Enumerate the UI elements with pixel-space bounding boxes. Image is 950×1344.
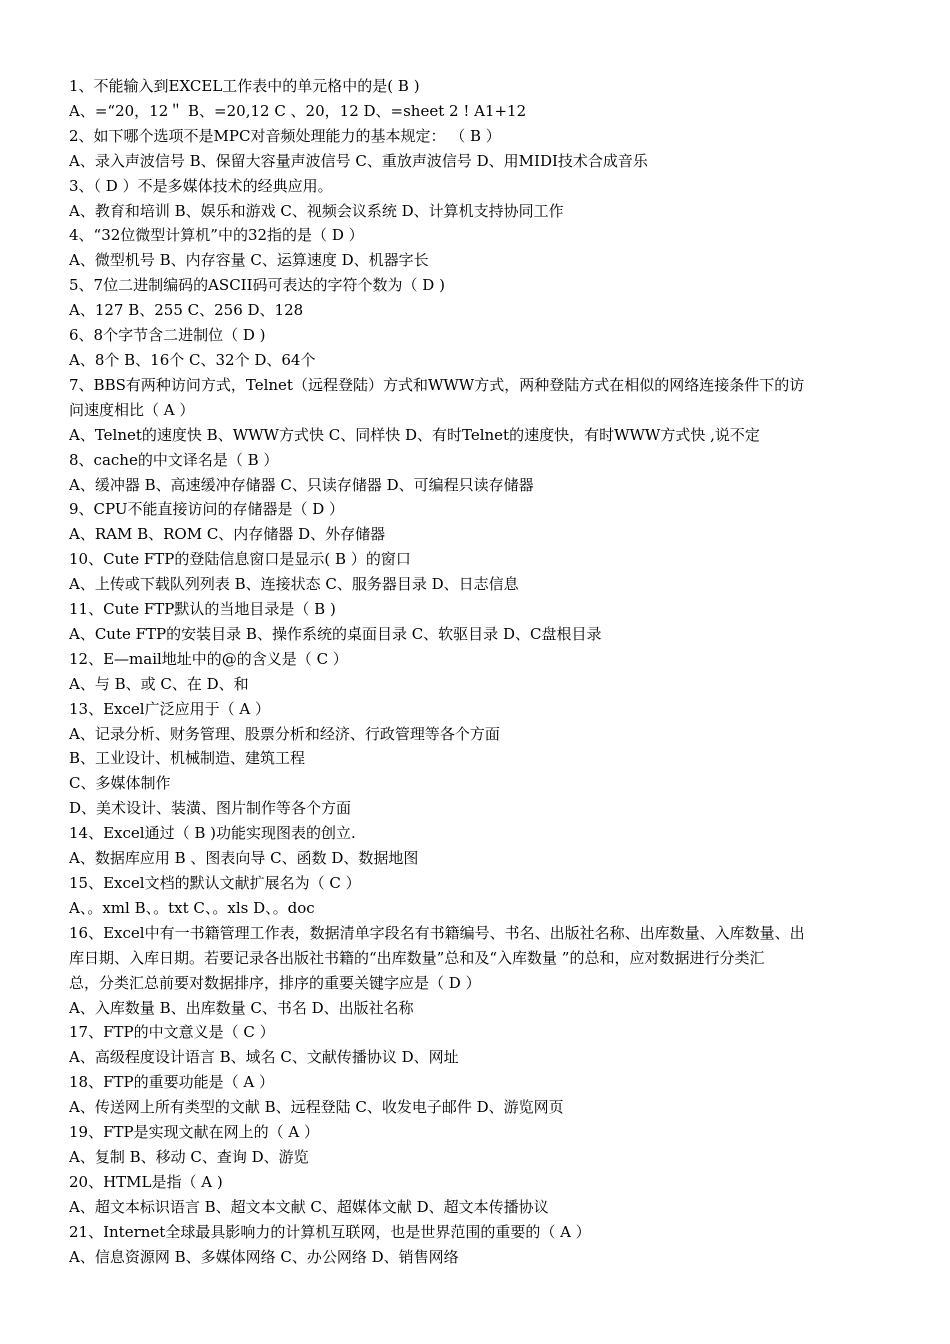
option-13-c: C、多媒体制作 [69, 774, 171, 793]
question-12: 12、E—mail地址中的@的含义是（ C ） [69, 649, 348, 668]
question-20: 20、HTML是指（ A ) [69, 1172, 223, 1191]
question-2: 2、如下哪个选项不是MPC对音频处理能力的基本规定： （ B ） [69, 126, 501, 145]
question-16-line-1: 16、Excel中有一书籍管理工作表，数据清单字段名有书籍编号、书名、出版社名称、出库数量、入库数量、出 [69, 923, 805, 942]
document-body [69, 74, 889, 1270]
options-20: A、超文本标识语言 B、超文本文献 C、超媒体文献 D、超文本传播协议 [69, 1197, 549, 1216]
options-6: A、8个 B、16个 C、32个 D、64个 [69, 350, 316, 369]
question-1: 1、不能输入到EXCEL工作表中的单元格中的是( B ) [69, 77, 420, 95]
question-14: 14、Excel通过（ B )功能实现图表的创立. [69, 824, 356, 843]
question-5: 5、7位二进制编码的ASCII码可表达的字符个数为（ D ) [69, 276, 445, 295]
options-12: A、与 B、或 C、在 D、和 [69, 674, 249, 693]
options-4: A、微型机号 B、内存容量 C、运算速度 D、机器字长 [69, 251, 429, 270]
question-15: 15、Excel文档的默认文献扩展名为（ C ） [69, 874, 361, 892]
question-7-line-1: 7、BBS有两种访问方式，Telnet（远程登陆）方式和WWW方式，两种登陆方式在相似的网络连接条件下的访 [69, 375, 805, 394]
question-17: 17、FTP的中文意义是（ C ） [69, 1023, 275, 1042]
options-1: A、=“20，12＂ B、=20,12 C 、20，12 D、=sheet 2 ! A1+12 [69, 101, 527, 120]
options-15: A、。xml B、。txt C、。xls D、。doc [69, 898, 315, 917]
question-8: 8、cache的中文译名是（ B ） [69, 450, 279, 469]
options-11: A、Cute FTP的安装目录 B、操作系统的桌面目录 C、软驱目录 D、C盘根目录 [69, 624, 602, 643]
question-18: 18、FTP的重要功能是（ A ） [69, 1073, 274, 1092]
question-7-line-2: 问速度相比（ A ） [69, 400, 195, 419]
question-19: 19、FTP是实现文献在网上的（ A ） [69, 1123, 319, 1142]
question-9: 9、CPU不能直接访问的存储器是（ D ） [69, 500, 345, 519]
options-9: A、RAM B、ROM C、内存储器 D、外存储器 [69, 525, 386, 544]
options-21: A、信息资源网 B、多媒体网络 C、办公网络 D、销售网络 [69, 1247, 459, 1266]
question-11: 11、Cute FTP默认的当地目录是（ B ) [69, 600, 336, 619]
question-16-line-3: 总，分类汇总前要对数据排序，排序的重要关键字应是（ D ） [69, 973, 481, 992]
options-19: A、复制 B、移动 C、查询 D、游览 [69, 1147, 309, 1166]
question-4: 4、“32位微型计算机”中的32指的是（ D ） [69, 226, 364, 245]
options-8: A、缓冲器 B、高速缓冲存储器 C、只读存储器 D、可编程只读存储器 [69, 475, 534, 494]
option-13-b: B、工业设计、机械制造、建筑工程 [69, 749, 306, 768]
question-3: 3、（ D ）不是多媒体技术的经典应用。 [69, 176, 333, 195]
question-10: 10、Cute FTP的登陆信息窗口是显示( B ）的窗口 [69, 550, 411, 569]
options-10: A、上传或下载队列列表 B、连接状态 C、服务器目录 D、日志信息 [69, 575, 519, 594]
options-18: A、传送网上所有类型的文献 B、远程登陆 C、收发电子邮件 D、游览网页 [69, 1098, 564, 1117]
option-13-d: D、美术设计、装潢、图片制作等各个方面 [69, 799, 352, 818]
options-7: A、Telnet的速度快 B、WWW方式快 C、同样快 D、有时Telnet的速度快，有时WWW方式快 ,说不定 [69, 425, 760, 444]
options-14: A、数据库应用 B 、图表向导 C、函数 D、数据地图 [69, 849, 419, 868]
question-13: 13、Excel广泛应用于（ A ） [69, 699, 270, 718]
question-6: 6、8个字节含二进制位（ D ) [69, 326, 266, 345]
options-5: A、127 B、255 C、256 D、128 [69, 301, 304, 320]
option-13-a: A、记录分析、财务管理、股票分析和经济、行政管理等各个方面 [69, 724, 500, 743]
question-21: 21、Internet全球最具影响力的计算机互联网，也是世界范围的重要的（ A ） [69, 1222, 591, 1241]
options-16: A、入库数量 B、出库数量 C、书名 D、出版社名称 [69, 998, 414, 1017]
options-3: A、教育和培训 B、娱乐和游戏 C、视频会议系统 D、计算机支持协同工作 [69, 201, 564, 220]
options-17: A、高级程度设计语言 B、域名 C、文献传播协议 D、网址 [69, 1048, 459, 1067]
question-16-line-2: 库日期、入库日期。若要记录各出版社书籍的“出库数量”总和及“入库数量 ”的总和，应对数据进行分类汇 [69, 948, 765, 967]
options-2: A、录入声波信号 B、保留大容量声波信号 C、重放声波信号 D、用MIDI技术合成音乐 [69, 151, 648, 170]
